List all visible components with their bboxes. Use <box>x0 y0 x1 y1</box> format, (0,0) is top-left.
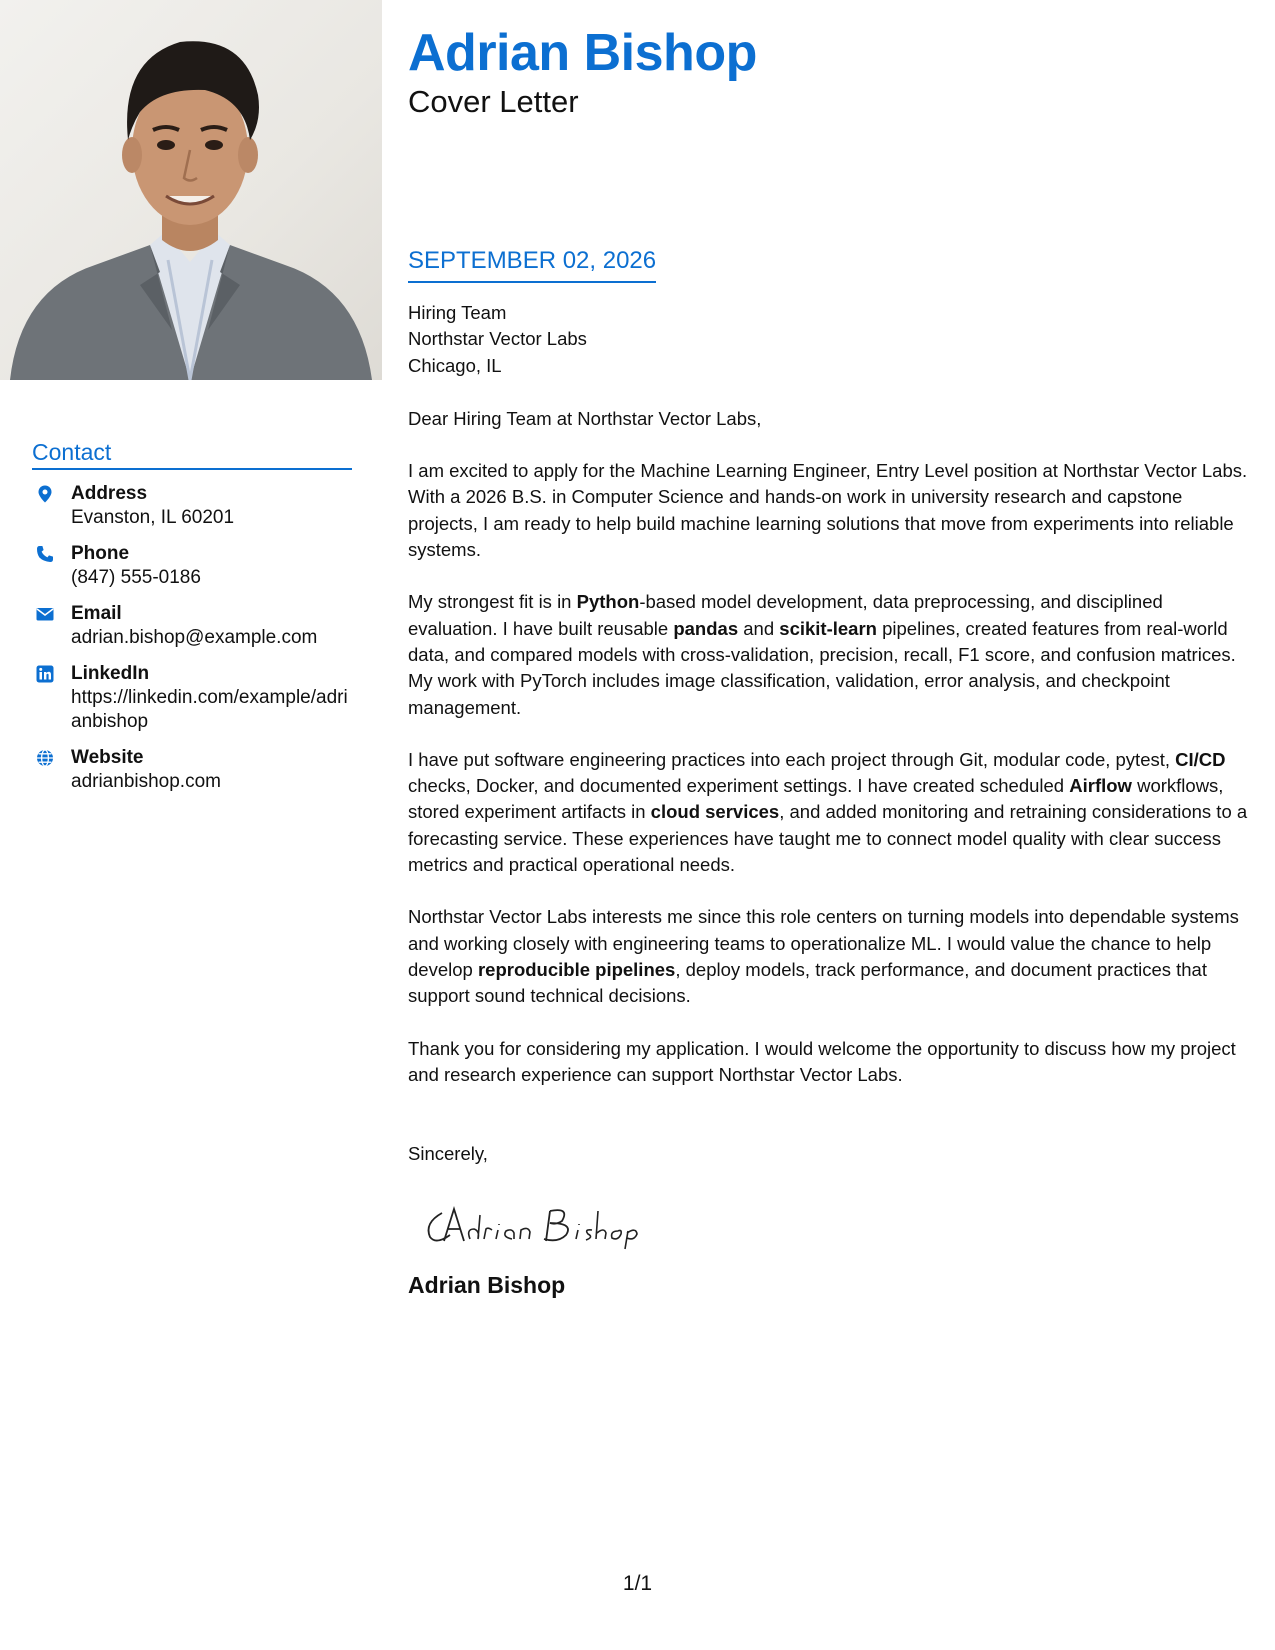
contact-label: LinkedIn <box>71 663 150 684</box>
keyword-cloud-services: cloud services <box>650 801 780 823</box>
paragraph-engineering: I have put software engineering practices into each project through Git, modular code, pytest, CI/CD checks, Docker, and documented experiment settings. I have created scheduled Airflow workflows, stored experiment artifacts in cloud services, and added monitoring and retraining considerations to a forecasting service. These experiences have taught me to connect model quality with clear success metrics and practical operational needs. <box>408 748 1248 876</box>
contact-sidebar <box>32 438 352 806</box>
salutation: Dear Hiring Team at Northstar Vector Labs, <box>408 407 762 429</box>
linkedin-value[interactable]: https://linkedin.com/example/adrianbishop <box>71 687 348 732</box>
profile-photo <box>0 0 382 380</box>
letter-date: SEPTEMBER 02, 2026 <box>408 246 656 283</box>
contact-label: Address <box>71 483 148 504</box>
phone-value: (847) 555-0186 <box>71 567 201 588</box>
paragraph-thanks: Thank you for considering my application. I would welcome the opportunity to discuss how my project and research experience can support Northstar Vector Labs. <box>408 1037 1236 1085</box>
website-value[interactable]: adrianbishop.com <box>71 771 221 792</box>
keyword-python: Python <box>576 591 640 613</box>
letter-body <box>408 246 1254 1299</box>
keyword-airflow: Airflow <box>1069 775 1132 797</box>
address-value: Evanston, IL 60201 <box>71 507 235 528</box>
recipient-line: Hiring Team <box>408 302 507 323</box>
contact-label: Email <box>71 603 122 624</box>
signatory-name: Adrian Bishop <box>408 1272 566 1299</box>
keyword-pandas: pandas <box>673 617 739 639</box>
keyword-reproducible-pipelines: reproducible pipelines <box>477 958 676 980</box>
contact-label: Phone <box>71 543 130 564</box>
closing: Sincerely, <box>408 1143 488 1165</box>
paragraph-interest: Northstar Vector Labs interests me since this role centers on turning models into dependable systems and working closely with engineering teams to operationalize ML. I would value the chance to help develop reproducible pipelines, deploy models, track performance, and document practices that support sound technical decisions. <box>408 906 1239 1007</box>
globe-icon <box>36 749 54 767</box>
contact-item-website <box>32 746 352 794</box>
keyword-scikit-learn: scikit-learn <box>779 617 877 639</box>
recipient-line: Northstar Vector Labs <box>408 328 587 350</box>
contact-heading: Contact <box>32 438 352 470</box>
contact-item-phone <box>32 542 352 590</box>
linkedin-icon <box>36 665 54 683</box>
paragraph-intro: I am excited to apply for the Machine Learning Engineer, Entry Level position at Northstar Vector Labs. With a 2026 B.S. in Computer Science and hands-on work in university research and capstone projects, I am ready to help build machine learning solutions that move from experiments into reliable systems. <box>408 460 1248 561</box>
contact-item-email <box>32 602 352 650</box>
location-pin-icon <box>36 485 54 503</box>
contact-item-linkedin <box>32 662 352 734</box>
document-subtitle: Cover Letter <box>408 84 579 119</box>
email-value[interactable]: adrian.bishop@example.com <box>71 627 318 648</box>
applicant-name: Adrian Bishop <box>408 24 757 82</box>
contact-item-address <box>32 482 352 530</box>
contact-list <box>32 482 352 794</box>
portrait-illustration <box>0 0 382 380</box>
paragraph-skills: My strongest fit is in Python-based model development, data preprocessing, and disciplined evaluation. I have built reusable pandas and scikit-learn pipelines, created features from real-world data, and compared models with cross-validation, precision, recall, F1 score, and confusion matrices. My work with PyTorch includes image classification, validation, error analysis, and checkpoint management. <box>408 591 1236 718</box>
handwritten-signature <box>422 1201 662 1251</box>
envelope-icon <box>36 605 54 623</box>
keyword-ci-cd: CI/CD <box>1175 748 1226 770</box>
recipient-line: Chicago, IL <box>408 354 502 376</box>
phone-icon <box>36 545 54 563</box>
contact-label: Website <box>71 747 144 768</box>
recipient-block <box>408 300 1254 379</box>
page-number: 1/1 <box>622 1572 653 1595</box>
